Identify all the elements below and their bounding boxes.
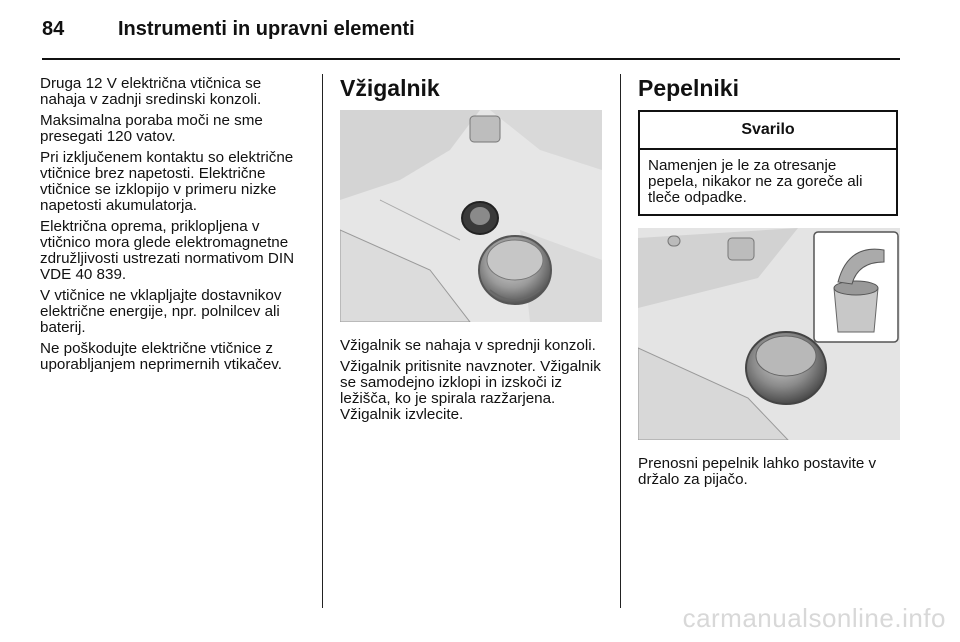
paragraph: V vtičnice ne vklapljajte dostavnikov električne energije, npr. polnilcev ali baterij. <box>40 287 282 336</box>
paragraph: Prenosni pepelnik lahko postavite v držalo za pijačo. <box>638 455 877 488</box>
column-divider-1 <box>322 74 323 608</box>
section-heading-lighter: Vžigalnik <box>340 75 440 101</box>
paragraph: Druga 12 V električna vtičnica se nahaja v zadnji sredinski konzoli. <box>40 75 262 108</box>
lighter-illustration <box>340 110 602 322</box>
column-1-text <box>40 76 308 378</box>
warning-box <box>638 110 898 216</box>
page-number: 84 <box>42 18 65 40</box>
page-title: Instrumenti in upravni elementi <box>118 18 415 40</box>
section-heading-ashtrays: Pepelniki <box>638 75 739 101</box>
ashtray-illustration-svg <box>638 228 900 440</box>
paragraph: Vžigalnik pritisnite navznoter. Vžigalnik se samodejno izklopi in izskoči iz ležišča, ko je spirala razžarjena. Vžigalnik izvlecite. <box>340 358 601 423</box>
ashtray-illustration <box>638 228 900 440</box>
column-divider-2 <box>620 74 621 608</box>
watermark: carmanualsonline.info <box>682 603 946 633</box>
header-divider <box>42 58 900 60</box>
lighter-illustration-svg <box>340 110 602 322</box>
page-header <box>42 18 902 48</box>
column-3-text <box>638 456 900 488</box>
column-3 <box>638 74 900 102</box>
warning-title: Svarilo <box>640 112 896 150</box>
paragraph: Pri izključenem kontaktu so električne vtičnice brez napetosti. Električne vtičnice se izklopijo v primeru nizke napetosti akumulatorja. <box>40 149 294 214</box>
column-2-text <box>340 338 602 428</box>
column-2 <box>340 74 602 102</box>
paragraph: Električna oprema, priklopljena v vtičnico mora glede elektromagnetne združljivosti ustrezati normativom DIN VDE 40 839. <box>40 218 295 283</box>
warning-text: Namenjen je le za otresanje pepela, nikakor ne za goreče ali tleče odpadke. <box>648 157 863 206</box>
paragraph: Vžigalnik se nahaja v sprednji konzoli. <box>340 337 596 354</box>
paragraph: Maksimalna poraba moči ne sme presegati 120 vatov. <box>40 112 263 145</box>
paragraph: Ne poškodujte električne vtičnice z uporabljanjem neprimernih vtikačev. <box>40 340 282 373</box>
